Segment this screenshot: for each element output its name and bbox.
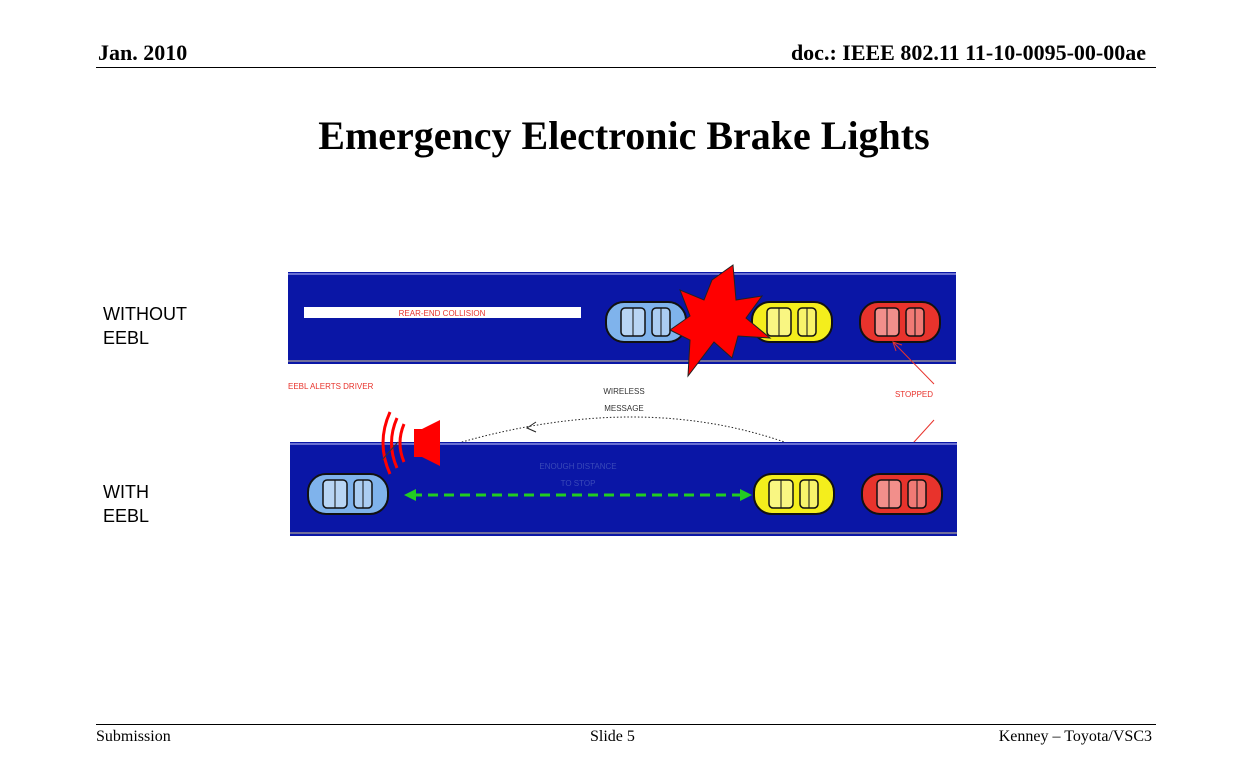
header-doc-id: doc.: IEEE 802.11 11-10-0095-00-00ae	[790, 40, 1146, 65]
footer-slide-number: Slide 5	[590, 728, 635, 745]
blue-car-bottom	[308, 474, 388, 514]
wireless-message-line2: MESSAGE	[604, 404, 644, 413]
header-date: Jan. 2010	[98, 40, 188, 65]
yellow-car-bottom	[754, 474, 834, 514]
without-label-line2: EEBL	[103, 328, 150, 348]
footer-submission: Submission	[96, 728, 171, 745]
with-label-line1: WITH	[103, 482, 149, 502]
road-bottom	[290, 442, 957, 536]
wireless-arc-arrowhead	[527, 422, 536, 432]
red-car-top	[860, 302, 940, 342]
footer-rule	[96, 724, 1156, 725]
enough-distance-line1: ENOUGH DISTANCE	[539, 462, 617, 471]
footer-author: Kenney – Toyota/VSC3	[998, 728, 1152, 745]
red-car-bottom	[862, 474, 942, 514]
wireless-message-line1: WIRELESS	[603, 387, 645, 396]
without-label-line1: WITHOUT	[103, 304, 187, 324]
slide-title: Emergency Electronic Brake Lights	[318, 113, 930, 158]
stopped-text: STOPPED	[894, 390, 934, 399]
eebl-alerts-driver-text: EEBL ALERTS DRIVER	[288, 382, 374, 391]
rear-end-collision-text: REAR-END COLLISION	[398, 309, 486, 318]
enough-distance-line2: TO STOP	[560, 479, 596, 488]
blue-car-top	[606, 302, 686, 342]
with-label-line2: EEBL	[103, 506, 150, 526]
